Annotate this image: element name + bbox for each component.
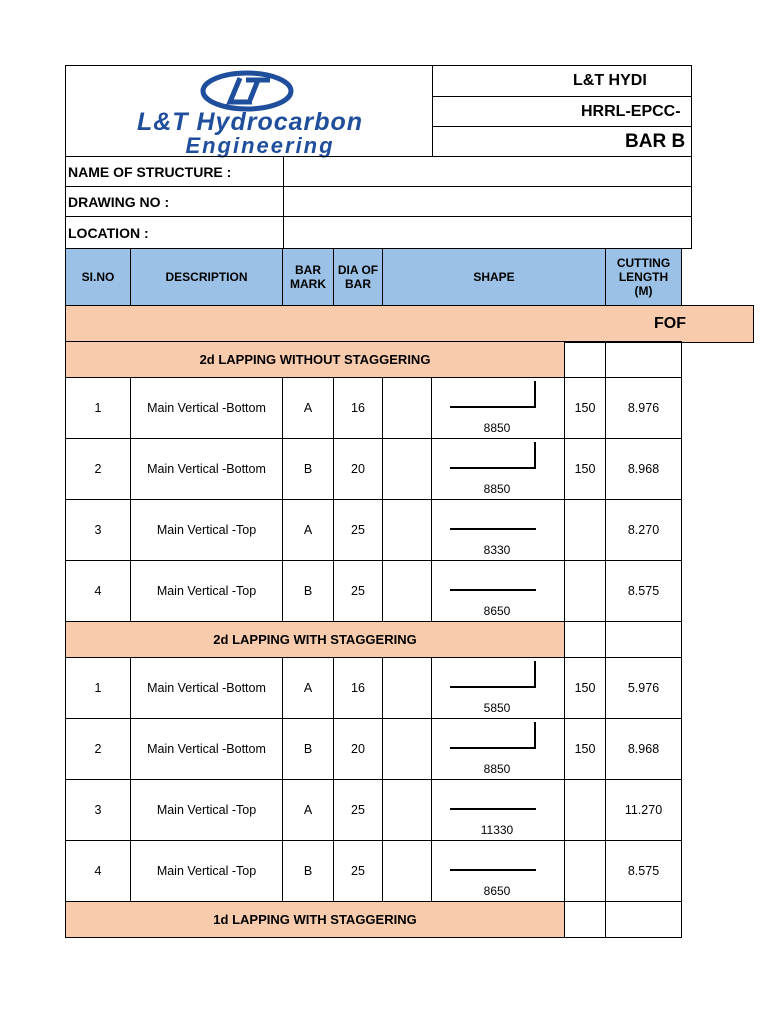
sino-cell: 4 [65,560,131,622]
header-cutting-length: CUTTING LENGTH (M) [605,248,682,306]
section-extra-cell [564,341,606,378]
sino-cell: 2 [65,438,131,500]
section-extra-cell [564,901,606,938]
bar-shape-line [450,589,536,591]
for-band: FOF [65,305,754,343]
bar-shape-hook [534,722,536,749]
extra-length-cell [564,840,606,902]
title-line-2: HRRL-EPCC- [432,96,692,127]
bar-shape-line [450,467,536,469]
dia-cell: 20 [333,438,383,500]
extra-length-cell: 150 [564,438,606,500]
cutting-length-cell: 11.270 [605,779,682,841]
dia-cell: 25 [333,779,383,841]
sino-cell: 3 [65,499,131,561]
dia-cell: 25 [333,499,383,561]
bar-mark-cell: A [282,779,334,841]
bar-shape-dimension: 5850 [483,701,511,715]
shape-blank-cell [382,499,432,561]
drawing-no-value [283,186,692,217]
bar-mark-cell: B [282,438,334,500]
extra-length-cell [564,560,606,622]
shape-blank-cell [382,377,432,439]
bar-mark-cell: A [282,377,334,439]
shape-blank-cell [382,657,432,719]
description-cell: Main Vertical -Top [130,560,283,622]
header-shape: SHAPE [382,248,606,306]
bar-mark-cell: B [282,840,334,902]
bar-shape-dimension: 8850 [483,482,511,496]
bar-mark-cell: A [282,499,334,561]
section-header: 2d LAPPING WITH STAGGERING [65,621,565,658]
name-of-structure-label: NAME OF STRUCTURE : [65,156,284,187]
bar-shape-hook [534,442,536,469]
bar-shape-dimension: 11330 [480,823,514,837]
bar-shape-dimension: 8330 [483,543,511,557]
shape-blank-cell [382,779,432,841]
header-sino: SI.NO [65,248,131,306]
extra-length-cell: 150 [564,377,606,439]
bar-shape-hook [534,381,536,408]
bar-shape-line [450,747,536,749]
cutting-length-cell: 8.575 [605,560,682,622]
bar-mark-cell: B [282,718,334,780]
description-cell: Main Vertical -Bottom [130,377,283,439]
header-bar-mark: BAR MARK [282,248,334,306]
section-cut-cell [605,621,682,658]
bar-shape-line [450,869,536,871]
company-name [68,110,432,156]
location-label: LOCATION : [65,216,284,249]
cutting-length-cell: 8.968 [605,718,682,780]
description-cell: Main Vertical -Bottom [130,657,283,719]
name-of-structure-value [283,156,692,187]
shape-blank-cell [382,718,432,780]
shape-blank-cell [382,560,432,622]
extra-length-cell: 150 [564,718,606,780]
section-extra-cell [564,621,606,658]
bar-mark-cell: B [282,560,334,622]
bar-shape-dimension: 8850 [483,762,511,776]
sino-cell: 4 [65,840,131,902]
cutting-length-cell: 8.575 [605,840,682,902]
drawing-no-label: DRAWING NO : [65,186,284,217]
sino-cell: 3 [65,779,131,841]
cutting-length-cell: 8.968 [605,438,682,500]
sino-cell: 1 [65,657,131,719]
extra-length-cell [564,499,606,561]
shape-blank-cell [382,438,432,500]
section-cut-cell [605,341,682,378]
dia-cell: 25 [333,840,383,902]
dia-cell: 25 [333,560,383,622]
bar-shape-line [450,808,536,810]
extra-length-cell [564,779,606,841]
shape-blank-cell [382,840,432,902]
dia-cell: 16 [333,657,383,719]
bar-shape-dimension: 8850 [483,421,511,435]
dia-cell: 20 [333,718,383,780]
bar-shape-line [450,686,536,688]
description-cell: Main Vertical -Top [130,779,283,841]
section-header: 1d LAPPING WITH STAGGERING [65,901,565,938]
header-dia: DIA OF BAR [333,248,383,306]
cutting-length-cell: 5.976 [605,657,682,719]
logo-cell [65,65,433,157]
bar-shape-line [450,406,536,408]
location-value [283,216,692,249]
extra-length-cell: 150 [564,657,606,719]
cutting-length-cell: 8.976 [605,377,682,439]
cutting-length-cell: 8.270 [605,499,682,561]
description-cell: Main Vertical -Bottom [130,438,283,500]
bar-shape-line [450,528,536,530]
sino-cell: 1 [65,377,131,439]
description-cell: Main Vertical -Top [130,840,283,902]
description-cell: Main Vertical -Bottom [130,718,283,780]
sino-cell: 2 [65,718,131,780]
company-name-line1: L&T Hydrocarbon [136,108,364,136]
bar-shape-dimension: 8650 [483,604,511,618]
section-header: 2d LAPPING WITHOUT STAGGERING [65,341,565,378]
lt-logo-icon [200,70,294,112]
description-cell: Main Vertical -Top [130,499,283,561]
title-line-1: L&T HYDI [432,65,692,97]
header-description: DESCRIPTION [130,248,283,306]
company-name-line2: Engineering [185,133,335,158]
section-cut-cell [605,901,682,938]
title-line-3: BAR B [432,126,692,157]
bar-shape-dimension: 8650 [483,884,511,898]
dia-cell: 16 [333,377,383,439]
bar-shape-hook [534,661,536,688]
bar-mark-cell: A [282,657,334,719]
